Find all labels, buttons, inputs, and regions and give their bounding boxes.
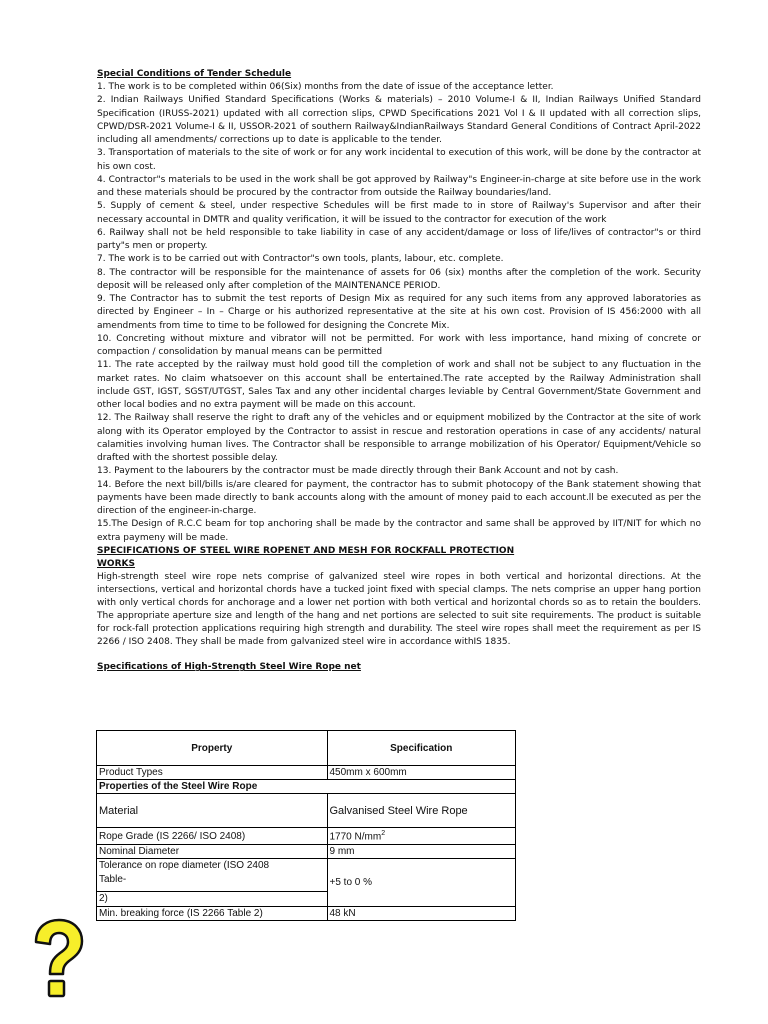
condition-clause-13: 13. Payment to the labourers by the contractor must be made directly through their Bank Account and not by cash. [97, 466, 619, 477]
question-mark-icon [30, 918, 86, 1004]
condition-clause-3: 3. Transportation of materials to the site of work or for any work incidental to execution of this work, will be done by the contractor at his own cost. [97, 148, 701, 172]
condition-clause-1: 1. The work is to be completed within 06(Six) months from the date of issue of the acceptance letter. [97, 82, 554, 92]
tolerance-label-line-1: Tolerance on rope diameter (ISO 2408 [99, 860, 270, 871]
specs-heading: SPECIFICATIONS OF STEEL WIRE ROPENET AND MESH FOR ROCKFALL PROTECTION [97, 545, 515, 556]
table-row [97, 794, 516, 828]
cell-value: 48 kN [327, 907, 516, 921]
table-title: Specifications of High-Strength Steel Wire Rope net [97, 662, 361, 673]
cell-value [327, 828, 516, 845]
table-header-row [97, 731, 516, 766]
condition-clause-8: 8. The contractor will be responsible for the maintenance of assets for 06 (six) months after the completion of the work. Security deposit will be released only after completion of the MAINTENANCE PERIOD. [97, 267, 701, 291]
rope-grade-unit-superscript: 2 [381, 829, 386, 837]
condition-clause-9: 9. The Contractor has to submit the test reports of Design Mix as required for any such items from any approved laboratories as directed by Engineer – In – Charge or his authorized representative at the site at his own cost. Provision of IS 456:2000 with all amendments from time to time to be followed for designing the Concrete Mix. [97, 294, 701, 331]
table-row [97, 845, 516, 859]
conditions-list [97, 81, 701, 545]
specs-paragraph: High-strength steel wire rope nets comprise of galvanized steel wire ropes in both vertical and horizontal directions. At the intersections, vertical and horizontal chords have a tucked joint fixed with special clamps. The nets comprise an upper hang portion with only vertical chords for anchorage and a lower net portion with both vertical and horizontal chords so as to retain the boulders. The appropriate aperture size and length of the hang and net portions are selected to suit site requirements. The product is suitable for rock-fall protection applications requiring high strength and durability. The steel wire ropes shall meet the requirement as per IS 2266 / ISO 2408. They shall be made from galvanized steel wire in accordance withIS 1835. [97, 571, 701, 648]
cell-property: Product Types [97, 766, 328, 780]
cell-property: Material [97, 794, 328, 828]
cell-property [97, 859, 328, 907]
column-header-property: Property [97, 731, 328, 766]
question-mark-dot [49, 981, 64, 996]
column-header-specification: Specification [327, 731, 516, 766]
cell-property: Rope Grade (IS 2266/ ISO 2408) [97, 828, 328, 845]
condition-clause-4: 4. Contractor"s materials to be used in the work shall be got approved by Railway"s Engineer-in-charge at site before use in the work and these materials should be procured by the contractor from outside the Railway boundaries/land. [97, 174, 701, 198]
table-row [97, 828, 516, 845]
question-mark-hook [36, 920, 82, 974]
tolerance-label-line-2: Table- [97, 873, 327, 892]
table-row [97, 766, 516, 780]
table-section-row [97, 780, 516, 794]
condition-clause-15: 15.The Design of R.C.C beam for top anchoring shall be made by the contractor and same shall be approved by IIT/NIT for which no extra paymeny will be made. [97, 519, 701, 543]
specification-table [96, 730, 516, 921]
condition-clause-14: 14. Before the next bill/bills is/are cleared for payment, the contractor has to submit photocopy of the Bank statement showing that payments have been made directly to bank accounts along with the amount of money paid to each account.ll be executed as per the direction of the engineer-in-charge. [97, 479, 701, 516]
conditions-heading: Special Conditions of Tender Schedule [97, 69, 292, 79]
specs-heading-continued: WORKS [97, 558, 135, 569]
condition-clause-7: 7. The work is to be carried out with Contractor"s own tools, plants, labour, etc. complete. [97, 254, 504, 265]
condition-clause-10: 10. Concreting without mixture and vibrator will not be permitted. For work with less importance, hand mixing of concrete or compaction / consolidation by manual means can be permitted [97, 333, 701, 357]
document-page [97, 68, 701, 674]
table-row [97, 859, 516, 907]
condition-clause-11: 11. The rate accepted by the railway must hold good till the completion of work and shall not be subject to any fluctuation in the market rates. No claim whatsoever on this account shall be entertained.The rate accepted by the Railway Administration shall include GST, IGST, SGST/UTGST, Sales Tax and any other incidental charges leviable by Central Government/State Government and other local bodies and no extra payment will be made on this account. [97, 360, 701, 410]
cell-value: Galvanised Steel Wire Rope [327, 794, 516, 828]
cell-value: +5 to 0 % [327, 859, 516, 907]
table-row [97, 907, 516, 921]
condition-clause-12: 12. The Railway shall reserve the right to draft any of the vehicles and or equipment mobilized by the Contractor at the site of work along with its Operator employed by the Contractor to assist in rescue and restoration operations in case of any accidents/ natural calamities involving human lives. The Contractor shall be responsible to arrange mobilization of his Operator/ Equipment/Vehicle so drafted with the shortest possible delay. [97, 413, 701, 463]
condition-clause-2: 2. Indian Railways Unified Standard Specifications (Works & materials) – 2010 Volume-I & II, Indian Railways Unified Standard Specification (IRUSS-2021) updated with all correction slips, CPWD Specifications 2021 Vol I & II updated with all correction slips, CPWD/DSR-2021 Volume-I & II, USSOR-2021 of southern Railway&IndianRailways Standard General Conditions of Contract April-2022 including all amendments/ corrections up to date is applicable to the tender. [97, 95, 701, 145]
condition-clause-6: 6. Railway shall not be held responsible to take liability in case of any accident/damage or loss of life/lives of contractor"s or third party"s men or property. [97, 227, 701, 251]
section-label: Properties of the Steel Wire Rope [97, 780, 516, 794]
cell-property: Nominal Diameter [97, 845, 328, 859]
condition-clause-5: 5. Supply of cement & steel, under respective Schedules will be first made to in store of Railway's Supervisor and after their necessary accountal in DMTR and quality verification, it will be issued to the contractor for execution of the work [97, 201, 701, 225]
rope-grade-value: 1770 N/mm [329, 831, 382, 843]
cell-value: 450mm x 600mm [327, 766, 516, 780]
cell-value: 9 mm [327, 845, 516, 859]
cell-property: Min. breaking force (IS 2266 Table 2) [97, 907, 328, 921]
tolerance-label-line-3: 2) [99, 893, 108, 904]
